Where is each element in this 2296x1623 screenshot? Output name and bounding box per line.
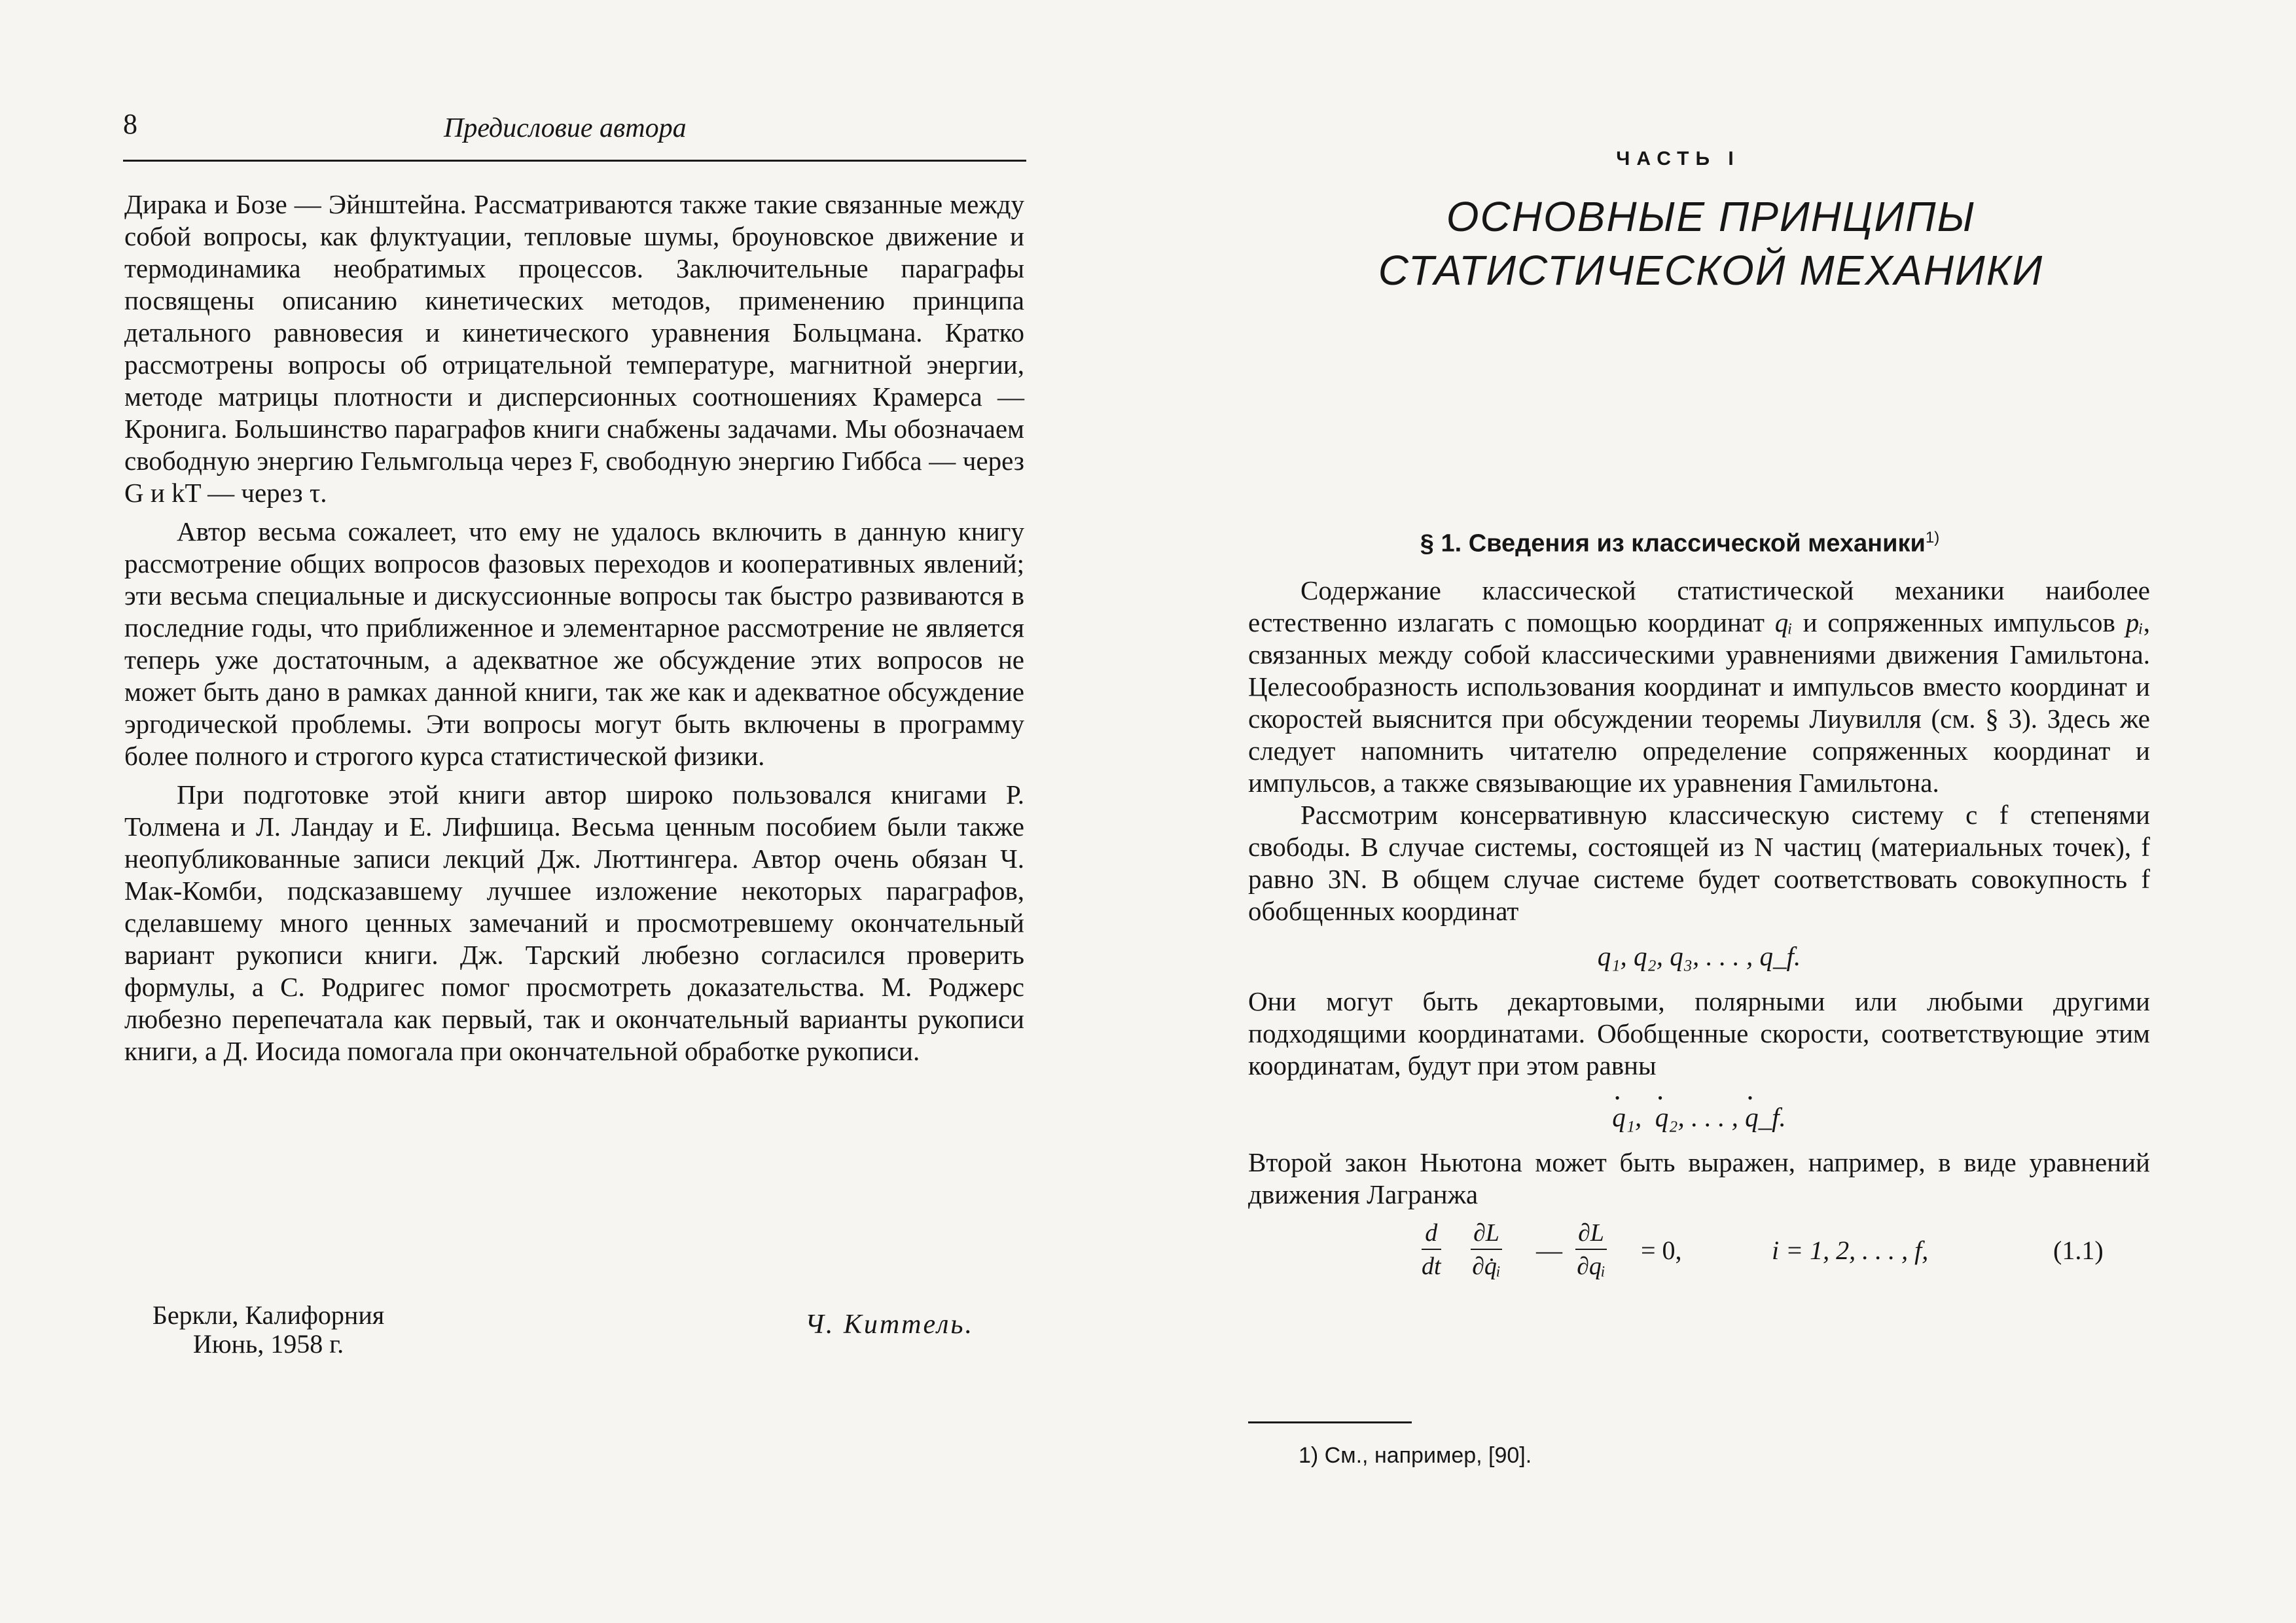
eq-frac-d-dt xyxy=(1422,1217,1441,1283)
part-label: ЧАСТЬ I xyxy=(1616,148,1740,169)
coordinates-list: q₁, q₂, q₃, . . . , q_f. xyxy=(1597,941,1801,971)
preface-paragraph-3: При подготовке этой книги автор широко пользовался книгами Р. Толмена и Л. Ландау и Е. Лифшица. Весьма ценным пособием были также неопубликованные записи лекций Дж. Люттингера. Автор очень обязан Ч. Мак-Комби, подсказавшему лучшее изложение некоторых параграфов, сделавшему много ценных замечаний и просмотревшему окончательный вариант рукописи книги. Дж. Тарский любезно согласился проверить формулы, а С. Родригес помог просмотреть доказательства. М. Роджерс любезно перепечатала как первый, так и окончательный варианты рукописи книги, а Д. Иосида помогала при окончательной обработке рукописи. xyxy=(124,779,1024,1066)
velocity-2: • q₂, xyxy=(1655,1101,1685,1133)
eq-dqdot: ∂q̇ᵢ xyxy=(1472,1253,1501,1280)
part-title-line-2: СТАТИСТИЧЕСКОЙ МЕХАНИКИ xyxy=(1378,247,2044,294)
preface-text xyxy=(124,188,1024,1067)
signature-place-city: Беркли, Калифорния xyxy=(152,1300,385,1330)
eq-dt: dt xyxy=(1422,1253,1441,1280)
eq-dl-2: ∂L xyxy=(1575,1217,1607,1250)
section-text xyxy=(1248,575,2150,1296)
velocity-separator: . . . , xyxy=(1684,1102,1746,1132)
eq-dl-1: ∂L xyxy=(1471,1217,1502,1250)
paragraph-1-part-a: Содержание классической статистической механики наиболее естественно излагать с помощью координат xyxy=(1248,575,2150,637)
preface-paragraph-1: Дирака и Бозе — Эйнштейна. Рассматриваются также такие связанные между собой вопросы, как флуктуации, тепловые шумы, броуновское движение и термодинамика необратимых процессов. Заключительные параграфы посвящены описанию кинетических методов, применению принципа детального равновесия и кинетического уравнения Больцмана. Кратко рассмотрены вопросы об отрицательной температуре, магнитной энергии, методе матрицы плотности и дисперсионных соотношениях Крамерса — Кронига. Большинство параграфов книги снабжены задачами. Мы обозначаем свободную энергию Гельмгольца через F, свободную энергию Гиббса — через G и kT — через τ. xyxy=(124,189,1024,508)
part-title-line-1: ОСНОВНЫЕ ПРИНЦИПЫ xyxy=(1446,193,1976,240)
footnote-rule xyxy=(1248,1421,1412,1423)
eq-number: (1.1) xyxy=(2053,1236,2104,1265)
velocities-list xyxy=(1248,1101,2150,1133)
eq-frac-dl-dqdot xyxy=(1471,1217,1502,1283)
velocity-f: • q_f. xyxy=(1745,1101,1786,1133)
section-heading-text: § 1. Сведения из классической механики xyxy=(1420,529,1926,558)
eq-d: d xyxy=(1422,1217,1441,1250)
section-heading xyxy=(1148,529,2212,558)
eq-index: i = 1, 2, . . . , f, xyxy=(1772,1236,1929,1265)
lagrange-equation xyxy=(1248,1217,2150,1289)
eq-dq: ∂qᵢ xyxy=(1577,1253,1605,1280)
signature-place-date: Июнь, 1958 г. xyxy=(192,1329,344,1359)
running-title: Предисловие автора xyxy=(444,113,687,143)
footnote: 1) См., например, [90]. xyxy=(1299,1443,1532,1468)
running-header xyxy=(123,107,1026,162)
var-qi: qᵢ xyxy=(1774,607,1793,637)
page-number: 8 xyxy=(123,108,137,140)
signature-place xyxy=(131,1301,406,1359)
paragraph-1-part-b: и сопряженных импульсов xyxy=(1792,607,2126,637)
section-paragraph-4: Второй закон Ньютона может быть выражен, например, в виде уравнений движения Лагранжа xyxy=(1248,1147,2150,1209)
var-pi: pᵢ xyxy=(2125,607,2144,637)
eq-frac-dl-dq xyxy=(1575,1217,1607,1283)
preface-paragraph-2: Автор весьма сожалеет, что ему не удалось включить в данную книгу рассмотрение общих вопросов фазовых переходов и кооперативных явлений; эти весьма специальные и дискуссионные вопросы так быстро развиваются в последние годы, что приближенное и элементарное рассмотрение не является теперь уже достаточным, а адекватное же обсуждение этих вопросов не может быть дано в рамках данной книги, так же как и адекватное обсуждение эргодической проблемы. Эти вопросы могут быть включены в программу более полного и строгого курса статистической физики. xyxy=(124,516,1024,771)
part-title xyxy=(1181,190,2241,297)
section-footnote-mark: 1) xyxy=(1925,529,1940,546)
paragraph-1-part-c: , связанных между собой классическими уравнениями движения Гамильтона. Целесообразность использования координат и импульсов вместо координат и скоростей выяснится при обсуждении теоремы Лиувилля (см. § 3). Здесь же следует напомнить читателю определение сопряженных координат и импульсов, а также связывающие их уравнения Гамильтона. xyxy=(1248,607,2150,798)
signature-name: Ч. Киттель. xyxy=(805,1310,975,1340)
velocity-1: • q₁, xyxy=(1612,1101,1641,1133)
section-paragraph-3: Они могут быть декартовыми, полярными или любыми другими подходящими координатами. Обобщенные скорости, соответствующие этим координатам, будут при этом равны xyxy=(1248,986,2150,1080)
section-paragraph-1 xyxy=(1248,575,2150,799)
eq-minus: — xyxy=(1536,1236,1562,1265)
section-paragraph-2: Рассмотрим консервативную классическую систему с f степенями свободы. В случае системы, состоящей из N частиц (материальных точек), f равно 3N. В общем случае системе будет соответствовать совокупность f обобщенных координат xyxy=(1248,800,2150,926)
right-page xyxy=(1148,0,2296,1623)
eq-rhs: = 0, xyxy=(1641,1236,1682,1265)
